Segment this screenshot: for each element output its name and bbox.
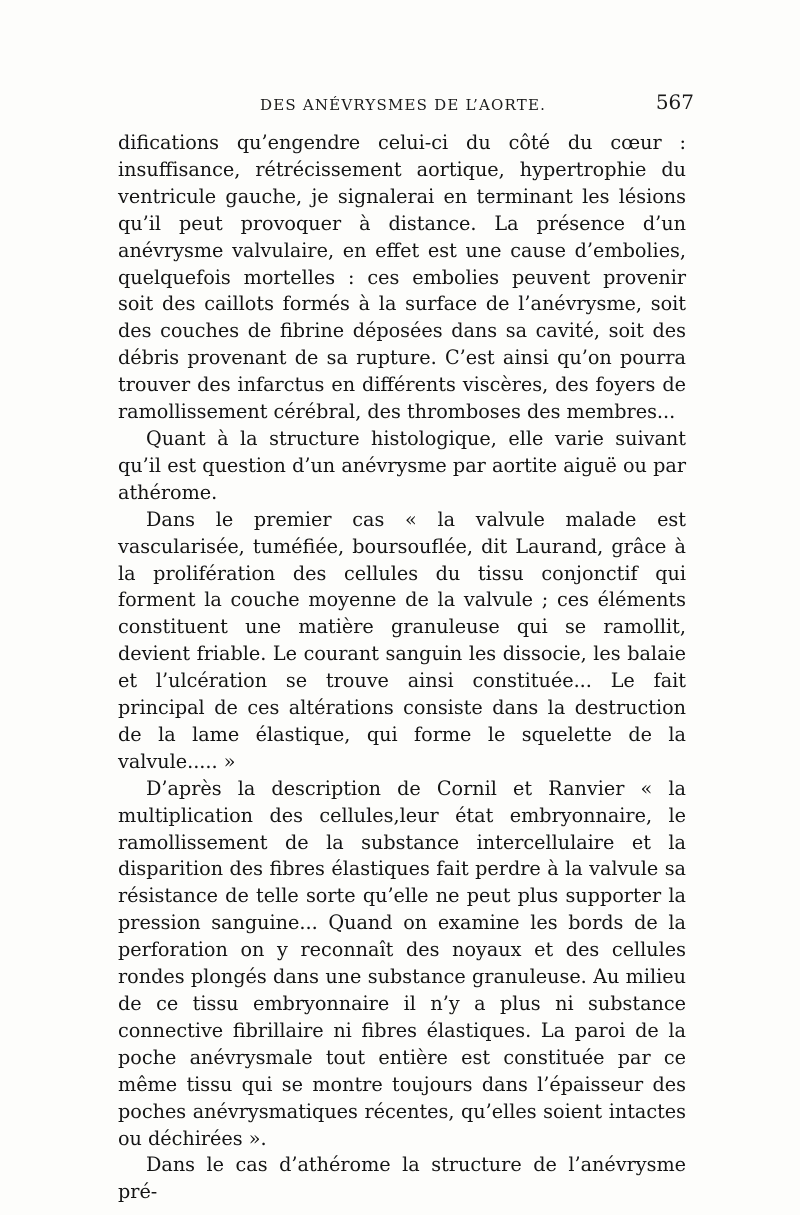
paragraph-atherome: Dans le cas d’athérome la structure de l’anévrysme pré- (118, 1153, 686, 1204)
page-number: 567 (655, 90, 694, 114)
body-text (118, 130, 686, 1206)
running-head-title: DES ANÉVRYSMES DE L’AORTE. (260, 96, 547, 114)
paragraph-laurand-quote: Dans le premier cas « la valvule malade est vascularisée, tuméfiée, boursouflée, dit Laurand, grâce à la prolifération des cellules du tissu conjonctif qui forment la couche moyenne de la valvule ; ces éléments constituent une matière granuleuse qui se ramollit, devient friable. Le courant sanguin les dissocie, les balaie et l’ulcération se trouve ainsi constituée... Le fait principal de ces altérations consiste dans la destruction de la lame élastique, qui forme le squelette de la valvule..... » (118, 507, 686, 773)
paragraph-histology: Quant à la structure histologique, elle varie suivant qu’il est question d’un anévrysme par aortite aiguë ou par athérome. (118, 426, 686, 504)
running-head (118, 90, 694, 122)
paragraph-continued: difications qu’engendre celui-ci du côté du cœur : insuffisance, rétrécissement aortique, hypertrophie du ventricule gauche, je signalerai en terminant les lésions qu’il peut provoquer à distance. La présence d’un anévrysme valvulaire, en effet est une cause d’embolies, quelquefois mortelles : ces embolies peuvent provenir soit des caillots formés à la surface de l’anévrysme, soit des couches de fibrine déposées dans sa cavité, soit des débris provenant de sa rupture. C’est ainsi qu’on pourra trouver des infarctus en différents viscères, des foyers de ramollissement cérébral, des thromboses des membres... (118, 131, 686, 424)
paragraph-cornil-ranvier: D’après la description de Cornil et Ranvier « la multiplication des cellules,leur état embryonnaire, le ramollissement de la substance intercellulaire et la disparition des fibres élastiques fait perdre à la valvule sa résistance de telle sorte qu’elle ne peut plus supporter la pression sanguine... Quand on examine les bords de la perforation on y reconnaît des noyaux et des cellules rondes plongés dans une substance granuleuse. Au milieu de ce tissu embryonnaire il n’y a plus ni substance connective fibrillaire ni fibres élastiques. La paroi de la poche anévrysmale tout entière est constituée par ce même tissu qui se montre toujours dans l’épaisseur des poches anévrysmatiques récentes, qu’elles soient intactes ou déchirées ». (118, 776, 686, 1150)
